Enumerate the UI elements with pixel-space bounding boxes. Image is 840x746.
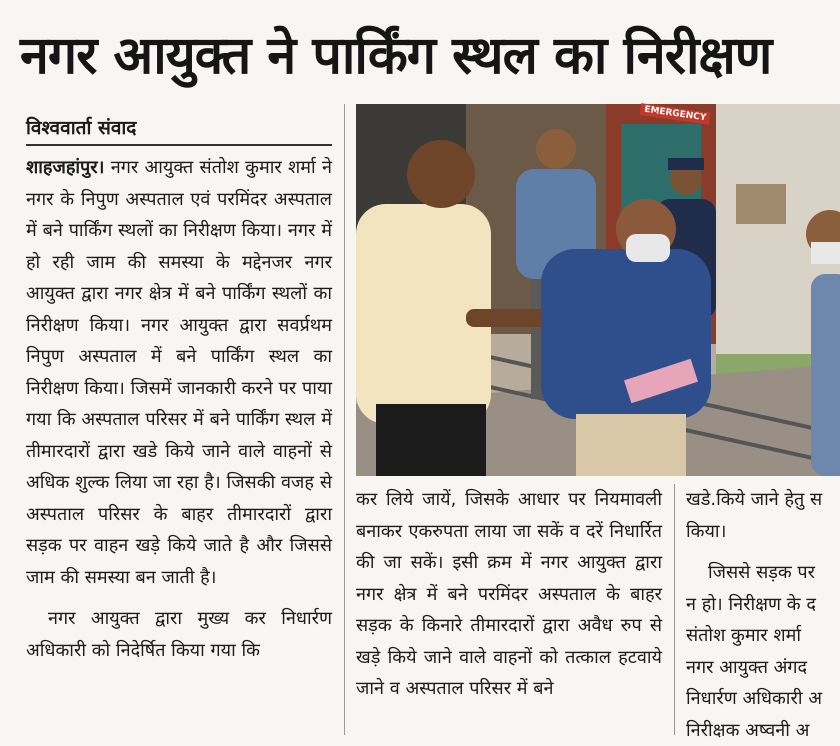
column-3-line: खडे.किये जाने हेतु स [686,484,840,516]
column-rule-2 [674,484,675,735]
headline: नगर आयुक्त ने पार्किंग स्थल का निरीक्षण [20,18,840,94]
paragraph-1-text: नगर आयुक्त संतोश कुमार शर्मा ने नगर के निपुण अस्पताल एवं परमिंदर अस्पताल में बने पार्किंग स्थलों का निरीक्षण किया। नगर में हो रही जाम की समस्या के मद्देनजर नगर आयुक्त द्वारा नगर क्षेत्र में बने पार्किंग स्थलों का निरीक्षण किया। नगर आयुक्त द्वारा सवर्प्रथम निपुण अस्पताल में बने पार्किंग स्थल का निरीक्षण किया। जिसमें जानकारी करने पर पाया गया कि अस्पताल परिसर में बने पार्किंग स्थल में तीमारदारों द्वारा खडे किये जाने वाले वाहनों से अधिक शुल्क लिया जा रहा है। जिसकी वजह से अस्पताल परिसर के बाहर तीमारदारों द्वारा सड़क पर वाहन खड़े किये जाते है और जिससे जाम की समस्या बन जाती है। [26,157,332,588]
news-photo [356,104,840,476]
column-3-line: निरीक्षक अष्वनी अ [686,715,840,746]
article-column-1 [26,114,332,666]
paragraph-1 [26,152,332,593]
column-3-line: संतोश कुमार शर्मा [686,620,840,652]
column-3-line: न हो। निरीक्षण के द [686,589,840,621]
column-3-line: किया। [686,516,840,548]
dateline: शाहजहांपुर। [26,157,104,178]
photo-illustration [356,104,840,476]
column-3-line: जिससे सड़क पर [686,557,840,589]
byline: विश्ववार्ता संवाद [26,114,332,146]
emergency-sign: EMERGENCY [640,103,711,125]
paragraph-2: नगर आयुक्त द्वारा मुख्य कर निधार्रण अधिकारी को निदेर्षित किया गया कि [26,603,332,666]
article-column-2: कर लिये जायें, जिसके आधार पर नियमावली बनाकर एकरुपता लाया जा सकें व दरें निधार्रित की जा सकें। इसी क्रम में नगर आयुक्त द्वारा नगर क्षेत्र में बने परमिंदर अस्पताल के बाहर सड़क के किनारे तीमारदारों द्वारा अवैध रुप से खड़े किये जाने वाले वाहनों को तत्काल हटवाये जाने व अस्पताल परिसर में बने [356,484,662,705]
column-3-line: निधार्रण अधिकारी अ [686,683,840,715]
article-column-3 [686,484,840,746]
column-rule-1 [344,104,345,735]
column-3-line: नगर आयुक्त अंगद [686,652,840,684]
